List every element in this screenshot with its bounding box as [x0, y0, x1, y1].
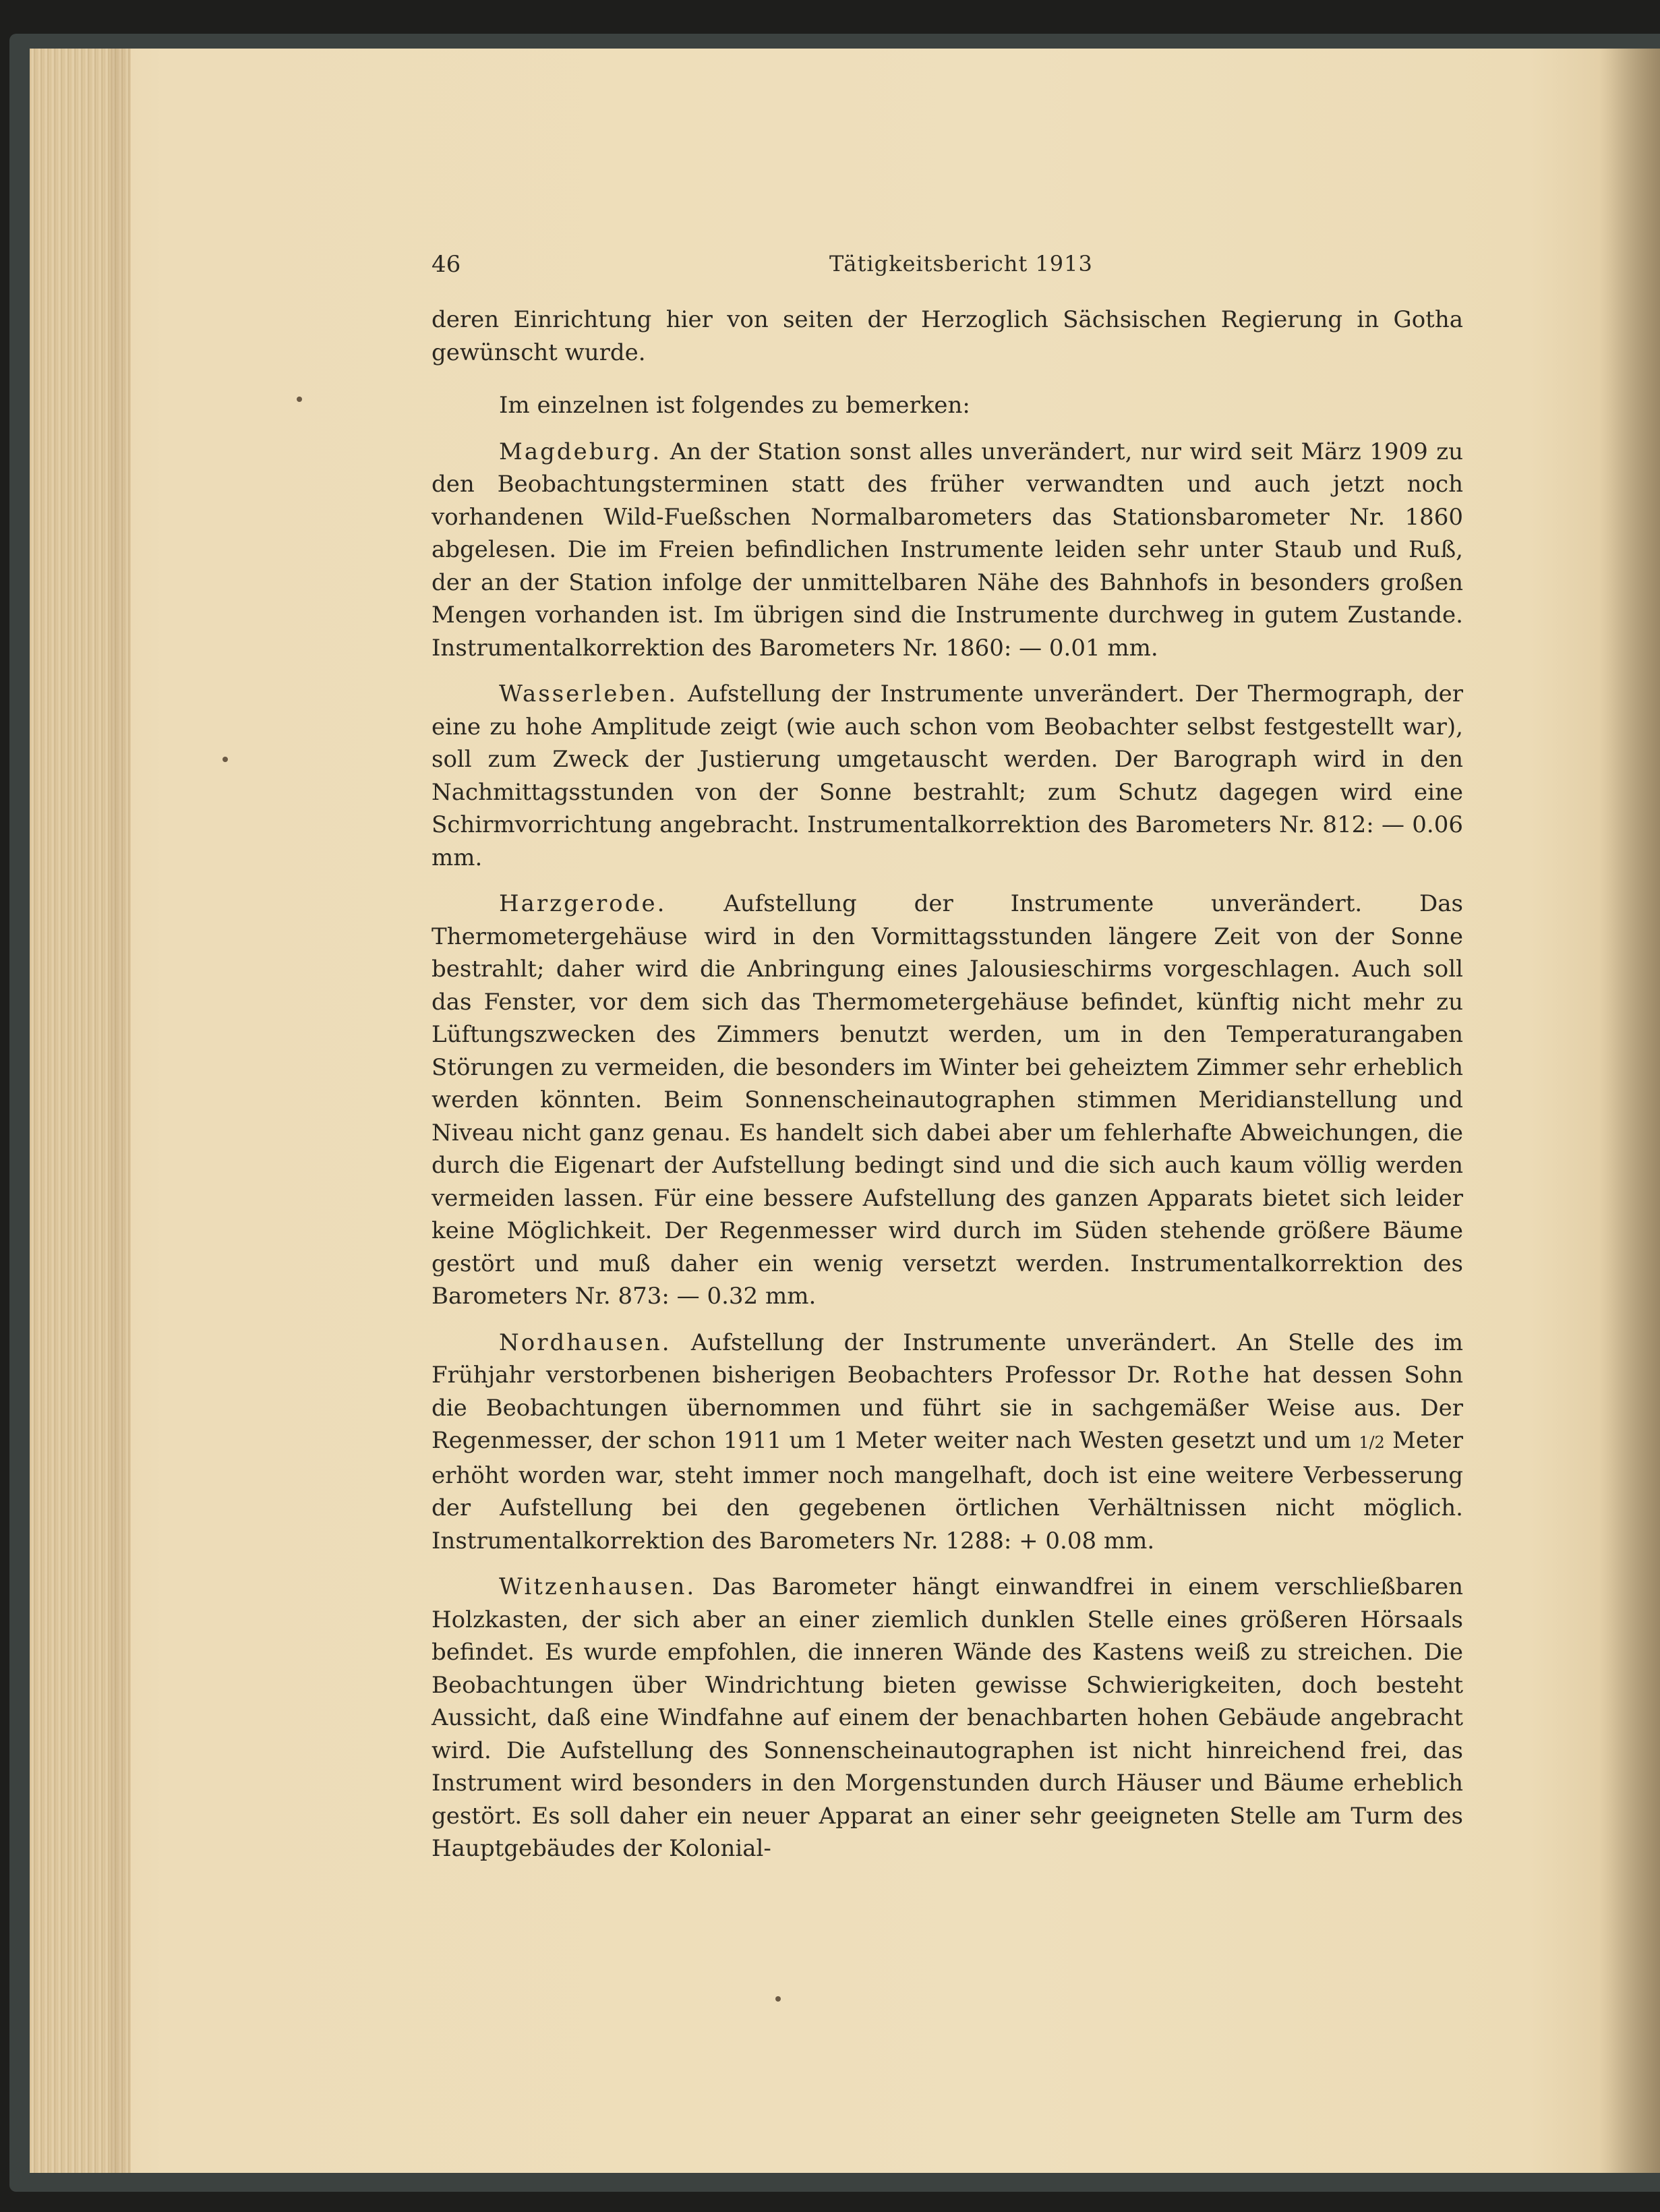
station-name-wasserleben: Wasserleben.: [499, 680, 678, 707]
paragraph-intro: Im einzelnen ist folgendes zu bemerken:: [499, 392, 970, 419]
page-number: 46: [432, 251, 461, 278]
page-edges: [30, 49, 131, 2173]
paragraph-wasserleben: [432, 678, 1463, 874]
paragraph-witzenhausen: [432, 1571, 1463, 1865]
paragraph-text: Meter erhöht worden war, steht immer noch mangelhaft, doch ist eine weitere Verbesserung der Aufstellung bei den gegebenen örtlichen Verhältnissen nicht möglich. Instrumentalkorrektion des Barometers Nr. 1288: + 0.08 mm.: [432, 1427, 1464, 1554]
fraction: 1/2: [1359, 1433, 1385, 1452]
running-title: Tätigkeitsbericht 1913: [829, 251, 1093, 276]
paragraph-harzgerode: [432, 887, 1463, 1313]
station-name-nordhausen: Nordhausen.: [499, 1329, 672, 1356]
paragraph-text: hat dessen Sohn die Beobachtungen übernommen und führt sie in sachgemäßer Weise aus. Der Regenmesser, der schon 1911 um 1 Meter weiter nach Westen gesetzt und um: [432, 1362, 1463, 1454]
paragraph-text: Aufstellung der Instrumente unverändert. Das Thermometergehäuse wird in den Vormittagsstunden längere Zeit von der Sonne bestrahlt; daher wird die Anbringung eines Jalousieschirms vorgeschlagen. Auch soll das Fenster, vor dem sich das Thermometergehäuse befindet, künftig nicht mehr zu Lüftungszwecken des Zimmers benutzt werden, um in den Temperaturangaben Störungen zu vermeiden, die besonders im Winter bei geheiztem Zimmer sehr erheblich werden könnten. Beim Sonnenscheinautographen stimmen Meridianstellung und Niveau nicht ganz genau. Es handelt sich dabei aber um fehlerhafte Abweichungen, die durch die Eigenart der Aufstellung bedingt sind und die sich auch kaum völlig werden vermeiden lassen. Für eine bessere Aufstellung des ganzen Apparats bietet sich leider keine Möglichkeit. Der Regenmesser wird durch im Süden stehende größere Bäume gestört und muß daher ein wenig versetzt werden. Instrumentalkorrektion des Barometers Nr. 873: — 0.32 mm.: [432, 890, 1463, 1310]
paragraph-text: An der Station sonst alles unverändert, nur wird seit März 1909 zu den Beobachtungsterminen statt des früher verwandten und auch jetzt noch vorhandenen Wild-Fueßschen Normalbarometers das Stationsbarometer Nr. 1860 abgelesen. Die im Freien befindlichen Instrumente leiden sehr unter Staub und Ruß, der an der Station infolge der unmittelbaren Nähe des Bahnhofs in besonders großen Mengen vorhanden ist. Im übrigen sind die Instrumente durchweg in gutem Zustande. Instrumentalkorrektion des Barometers Nr. 1860: — 0.01 mm.: [432, 438, 1464, 662]
paragraph-magdeburg: [432, 436, 1463, 665]
body-text: [432, 303, 1463, 1879]
paragraph-text: Das Barometer hängt einwandfrei in einem verschließbaren Holzkasten, der sich aber an einer ziemlich dunklen Stelle eines größeren Hörsaals befindet. Es wurde empfohlen, die inneren Wände des Kastens weiß zu streichen. Die Beobachtungen über Windrichtung bieten gewisse Schwierigkeiten, doch besteht Aussicht, daß eine Windfahne auf einem der benachbarten hohen Gebäude angebracht wird. Die Aufstellung des Sonnenscheinautographen ist nicht hinreichend frei, das Instrument wird besonders in den Morgenstunden durch Häuser und Bäume erheblich gestört. Es soll daher ein neuer Apparat an einer sehr geeigneten Stelle am Turm des Hauptgebäudes der Kolonial-: [432, 1573, 1463, 1862]
station-name-magdeburg: Magdeburg.: [499, 438, 662, 465]
person-name-rothe: Rothe: [1173, 1362, 1251, 1389]
paper-spot: [223, 757, 228, 762]
paragraph-nordhausen: [432, 1327, 1463, 1558]
paragraph-text: Aufstellung der Instrumente unverändert. An Stelle des im Frühjahr verstorbenen bisherigen Beobachters Professor Dr.: [432, 1329, 1464, 1389]
paper-spot: [775, 1996, 781, 2002]
station-name-harzgerode: Harzgerode.: [499, 890, 667, 917]
running-head: [432, 251, 1517, 278]
station-name-witzenhausen: Witzenhausen.: [499, 1573, 696, 1600]
paragraph-continuation: deren Einrichtung hier von seiten der Herzoglich Sächsischen Regierung in Gotha gewünscht wurde.: [432, 306, 1463, 366]
page-gutter-shadow: [1599, 49, 1660, 2173]
paragraph-text: Aufstellung der Instrumente unverändert. Der Thermograph, der eine zu hohe Amplitude zeigt (wie auch schon vom Beobachter selbst festgestellt war), soll zum Zweck der Justierung umgetauscht werden. Der Barograph wird in den Nachmittagsstunden von der Sonne bestrahlt; zum Schutz dagegen wird eine Schirmvorrichtung angebracht. Instrumentalkorrektion des Barometers Nr. 812: — 0.06 mm.: [432, 680, 1463, 871]
paper-spot: [297, 397, 302, 402]
